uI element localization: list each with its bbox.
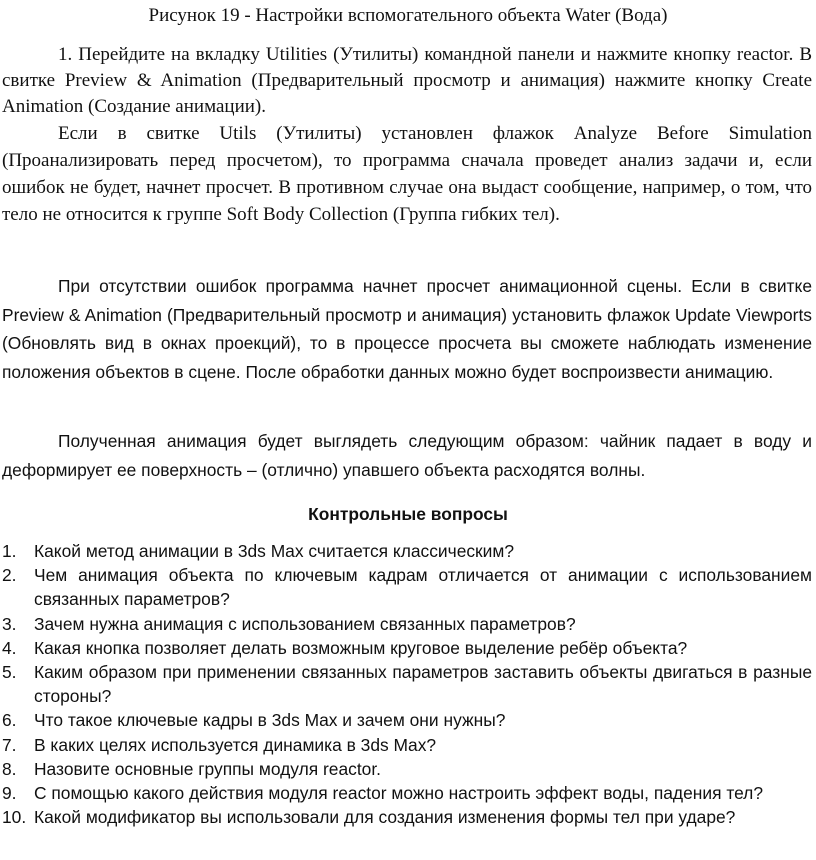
question-number: 8. <box>2 758 17 779</box>
question-number: 1. <box>2 541 17 561</box>
question-number: 7. <box>2 734 17 755</box>
list-item <box>2 636 812 660</box>
list-item <box>2 708 812 732</box>
question-number: 3. <box>2 613 17 634</box>
figure-caption: Рисунок 19 - Настройки вспомогательного объекта Water (Вода) <box>148 5 668 26</box>
question-text: Каким образом при применении связанных параметров заставить объекты двигаться в разные стороны? <box>34 662 812 707</box>
section-heading: Контрольные вопросы <box>308 504 508 524</box>
paragraph-step-1: 1. Перейдите на вкладку Utilities (Утилиты) командной панели и нажмите кнопку reactor. В свитке Preview & Animation (Предварительный просмотр и анимация) нажмите кнопку Create Animation (Создание анимации). <box>2 44 812 117</box>
question-number: 9. <box>2 783 17 804</box>
list-item <box>2 612 812 636</box>
paragraph-analyze-before-simulation: Если в свитке Utils (Утилиты) установлен флажок Analyze Before Simulation (Проанализировать перед просчетом), то программа сначала проведет анализ задачи и, если ошибок не будет, начнет просчет. В противном случае она выдаст сообщение, например, о том, что тело не относится к группе Soft Body Collection (Группа гибких тел). <box>2 123 812 225</box>
question-text: С помощью какого действия модуля reactor можно настроить эффект воды, падения тел? <box>34 783 763 804</box>
list-item <box>2 733 812 757</box>
list-item <box>2 563 812 611</box>
question-number: 5. <box>2 662 17 683</box>
question-number: 6. <box>2 710 17 731</box>
question-text: Какой метод анимации в 3ds Max считается классическим? <box>34 541 515 561</box>
question-number: 4. <box>2 637 17 658</box>
paragraph-animation-result: Полученная анимация будет выглядеть следующим образом: чайник падает в воду и деформирует ее поверхность – (отлично) упавшего объекта расходятся волны. <box>2 431 812 480</box>
question-text: Что такое ключевые кадры в 3ds Max и зачем они нужны? <box>34 710 506 731</box>
question-text: В каких целях используется динамика в 3ds Max? <box>34 734 437 755</box>
question-text: Зачем нужна анимация с использованием связанных параметров? <box>34 613 576 634</box>
questions-list <box>2 539 812 829</box>
list-item <box>2 660 812 708</box>
question-text: Какая кнопка позволяет делать возможным круговое выделение ребёр объекта? <box>34 637 688 658</box>
question-number: 10. <box>2 807 27 828</box>
list-item <box>2 757 812 781</box>
question-number: 2. <box>2 565 17 586</box>
question-text: Какой модификатор вы использовали для создания изменения формы тел при ударе? <box>34 807 736 828</box>
question-text: Чем анимация объекта по ключевым кадрам отличается от анимации с использованием связанных параметров? <box>34 565 812 610</box>
list-item <box>2 781 812 805</box>
list-item <box>2 539 812 563</box>
list-item <box>2 805 812 829</box>
question-text: Назовите основные группы модуля reactor. <box>34 758 381 779</box>
paragraph-update-viewports: При отсутствии ошибок программа начнет просчет анимационной сцены. Если в свитке Preview & Animation (Предварительный просмотр и анимация) установить флажок Update Viewports (Обновлять вид в окнах проекций), то в процессе просчета вы сможете наблюдать изменение положения объектов в сцене. После обработки данных можно будет воспроизвести анимацию. <box>2 276 812 382</box>
